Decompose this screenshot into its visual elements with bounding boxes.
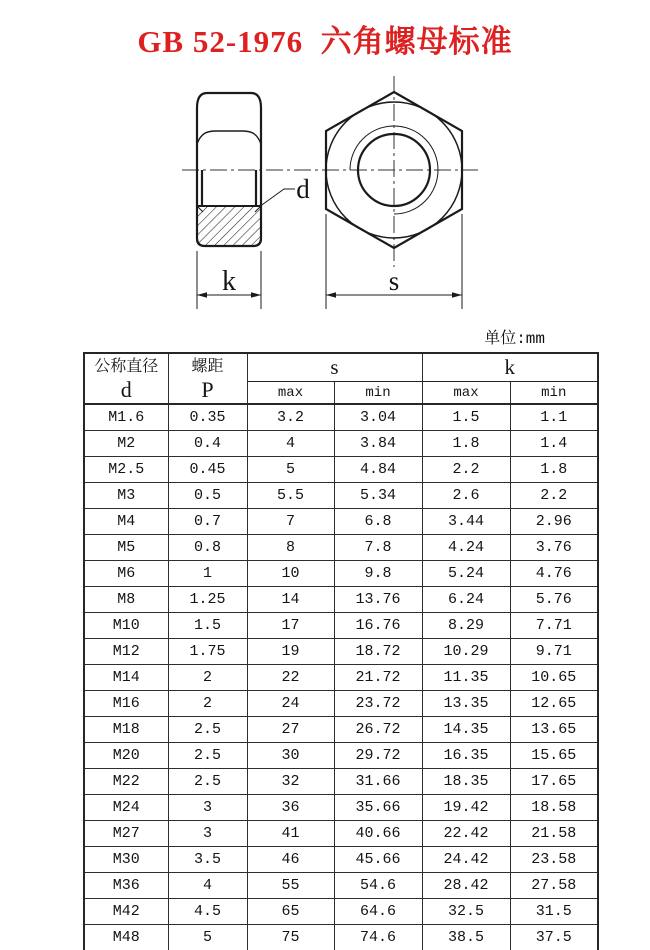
header-k-group: k (422, 353, 598, 382)
cell-thread-size: M24 (84, 795, 168, 821)
cell-value: 23.72 (334, 691, 422, 717)
cell-value: 35.66 (334, 795, 422, 821)
k-arrow-left (197, 292, 207, 298)
cell-value: 8 (247, 535, 334, 561)
cell-value: 5.76 (510, 587, 598, 613)
s-arrow-left (326, 292, 336, 298)
cell-value: 21.58 (510, 821, 598, 847)
header-k-min: min (510, 382, 598, 405)
cell-thread-size: M18 (84, 717, 168, 743)
cell-value: 3.2 (247, 404, 334, 431)
table-row (84, 665, 598, 691)
cell-value: 2.2 (422, 457, 510, 483)
cell-value: 2.5 (168, 717, 247, 743)
cell-value: 7 (247, 509, 334, 535)
cell-value: 38.5 (422, 925, 510, 950)
header-s-group: s (247, 353, 422, 382)
header-s-max: max (247, 382, 334, 405)
header-nominal-diameter-symbol: d (120, 376, 132, 402)
table-body (84, 404, 598, 950)
table-row (84, 743, 598, 769)
cell-value: 14.35 (422, 717, 510, 743)
cell-thread-size: M48 (84, 925, 168, 950)
table-row (84, 483, 598, 509)
cell-value: 17 (247, 613, 334, 639)
cell-value: 37.5 (510, 925, 598, 950)
cell-value: 18.58 (510, 795, 598, 821)
cell-value: 15.65 (510, 743, 598, 769)
cell-thread-size: M1.6 (84, 404, 168, 431)
cell-value: 45.66 (334, 847, 422, 873)
cell-value: 3.76 (510, 535, 598, 561)
cell-value: 7.71 (510, 613, 598, 639)
cell-value: 54.6 (334, 873, 422, 899)
cell-thread-size: M5 (84, 535, 168, 561)
cell-value: 6.24 (422, 587, 510, 613)
cell-value: 3 (168, 795, 247, 821)
section-hatch-block (197, 206, 261, 246)
table-row (84, 873, 598, 899)
cell-value: 2.6 (422, 483, 510, 509)
cell-value: 9.8 (334, 561, 422, 587)
dimension-table (83, 352, 599, 950)
cell-thread-size: M3 (84, 483, 168, 509)
cell-thread-size: M22 (84, 769, 168, 795)
cell-value: 18.72 (334, 639, 422, 665)
table-row (84, 717, 598, 743)
cell-value: 10 (247, 561, 334, 587)
cell-thread-size: M4 (84, 509, 168, 535)
cell-value: 27 (247, 717, 334, 743)
unit-label: 单位:mm (484, 330, 545, 348)
cell-value: 10.29 (422, 639, 510, 665)
cell-value: 5 (247, 457, 334, 483)
cell-thread-size: M2 (84, 431, 168, 457)
table-row (84, 769, 598, 795)
cell-value: 22.42 (422, 821, 510, 847)
cell-value: 2 (168, 691, 247, 717)
table-row (84, 691, 598, 717)
cell-value: 16.35 (422, 743, 510, 769)
cell-value: 46 (247, 847, 334, 873)
table-row (84, 587, 598, 613)
cell-value: 23.58 (510, 847, 598, 873)
cell-value: 19 (247, 639, 334, 665)
cell-value: 0.45 (168, 457, 247, 483)
cell-value: 3.04 (334, 404, 422, 431)
cell-value: 1.8 (510, 457, 598, 483)
cell-thread-size: M8 (84, 587, 168, 613)
cell-value: 0.5 (168, 483, 247, 509)
s-arrow-right (452, 292, 462, 298)
cell-thread-size: M16 (84, 691, 168, 717)
cell-value: 65 (247, 899, 334, 925)
cell-value: 19.42 (422, 795, 510, 821)
label-k: k (222, 266, 236, 297)
cell-value: 1.5 (168, 613, 247, 639)
cell-value: 8.29 (422, 613, 510, 639)
cell-value: 1.1 (510, 404, 598, 431)
header-pitch-cn: 螺距 (191, 357, 224, 375)
cell-thread-size: M30 (84, 847, 168, 873)
cell-value: 16.76 (334, 613, 422, 639)
cell-value: 24 (247, 691, 334, 717)
cell-value: 3.44 (422, 509, 510, 535)
cell-value: 4 (168, 873, 247, 899)
cell-value: 7.8 (334, 535, 422, 561)
table-row (84, 561, 598, 587)
cell-value: 12.65 (510, 691, 598, 717)
header-s-min: min (334, 382, 422, 405)
cell-value: 32 (247, 769, 334, 795)
cell-thread-size: M36 (84, 873, 168, 899)
cell-value: 27.58 (510, 873, 598, 899)
cell-value: 5 (168, 925, 247, 950)
cell-value: 1.8 (422, 431, 510, 457)
cell-value: 41 (247, 821, 334, 847)
cell-value: 0.35 (168, 404, 247, 431)
cell-value: 4.24 (422, 535, 510, 561)
cell-value: 13.76 (334, 587, 422, 613)
table-row (84, 899, 598, 925)
chamfer-arc-line (197, 131, 261, 144)
cell-value: 13.35 (422, 691, 510, 717)
table-row (84, 613, 598, 639)
cell-value: 9.71 (510, 639, 598, 665)
cell-value: 14 (247, 587, 334, 613)
cell-value: 1.5 (422, 404, 510, 431)
cell-value: 4.76 (510, 561, 598, 587)
table-row (84, 457, 598, 483)
cell-value: 30 (247, 743, 334, 769)
cell-value: 4.5 (168, 899, 247, 925)
cell-value: 31.5 (510, 899, 598, 925)
cell-value: 2.96 (510, 509, 598, 535)
table-row (84, 847, 598, 873)
header-pitch-symbol: P (201, 376, 214, 402)
cell-value: 17.65 (510, 769, 598, 795)
cell-value: 28.42 (422, 873, 510, 899)
table-row (84, 821, 598, 847)
cell-value: 31.66 (334, 769, 422, 795)
cell-value: 26.72 (334, 717, 422, 743)
table-row (84, 431, 598, 457)
header-nominal-diameter-cn: 公称直径 (94, 357, 159, 375)
cell-value: 40.66 (334, 821, 422, 847)
header-k-max: max (422, 382, 510, 405)
cell-value: 3.5 (168, 847, 247, 873)
cell-value: 2.2 (510, 483, 598, 509)
cell-thread-size: M20 (84, 743, 168, 769)
cell-value: 1 (168, 561, 247, 587)
cell-value: 5.24 (422, 561, 510, 587)
label-s: s (388, 266, 400, 296)
page-title: GB 52-1976 六角螺母标准 (137, 24, 513, 59)
cell-value: 74.6 (334, 925, 422, 950)
table-header (84, 353, 598, 404)
side-view-drawing (197, 93, 295, 309)
d-leader-line (259, 189, 295, 207)
table-row (84, 509, 598, 535)
cell-value: 75 (247, 925, 334, 950)
label-d: d (296, 174, 310, 204)
cell-value: 29.72 (334, 743, 422, 769)
cell-value: 13.65 (510, 717, 598, 743)
table-row (84, 795, 598, 821)
nut-technical-drawing (0, 70, 650, 322)
k-arrow-right (251, 292, 261, 298)
table-row (84, 925, 598, 950)
cell-value: 64.6 (334, 899, 422, 925)
table-row (84, 535, 598, 561)
cell-value: 3 (168, 821, 247, 847)
cell-value: 32.5 (422, 899, 510, 925)
cell-value: 21.72 (334, 665, 422, 691)
thread-hole-walls (202, 170, 256, 205)
cell-value: 2 (168, 665, 247, 691)
cell-value: 4.84 (334, 457, 422, 483)
cell-value: 22 (247, 665, 334, 691)
cell-value: 5.34 (334, 483, 422, 509)
cell-thread-size: M14 (84, 665, 168, 691)
table-row (84, 639, 598, 665)
cell-value: 55 (247, 873, 334, 899)
cell-value: 11.35 (422, 665, 510, 691)
cell-value: 5.5 (247, 483, 334, 509)
table-row (84, 404, 598, 431)
cell-value: 18.35 (422, 769, 510, 795)
cell-value: 1.4 (510, 431, 598, 457)
cell-thread-size: M6 (84, 561, 168, 587)
header-pitch (168, 353, 247, 404)
cell-thread-size: M12 (84, 639, 168, 665)
cell-value: 4 (247, 431, 334, 457)
cell-thread-size: M27 (84, 821, 168, 847)
cell-value: 1.75 (168, 639, 247, 665)
cell-thread-size: M10 (84, 613, 168, 639)
cell-value: 2.5 (168, 769, 247, 795)
cell-value: 36 (247, 795, 334, 821)
header-nominal-diameter (84, 353, 168, 404)
cell-thread-size: M42 (84, 899, 168, 925)
cell-value: 0.4 (168, 431, 247, 457)
cell-value: 0.8 (168, 535, 247, 561)
cell-value: 2.5 (168, 743, 247, 769)
cell-value: 3.84 (334, 431, 422, 457)
cell-value: 0.7 (168, 509, 247, 535)
cell-value: 24.42 (422, 847, 510, 873)
cell-value: 10.65 (510, 665, 598, 691)
cell-value: 6.8 (334, 509, 422, 535)
cell-value: 1.25 (168, 587, 247, 613)
cell-thread-size: M2.5 (84, 457, 168, 483)
